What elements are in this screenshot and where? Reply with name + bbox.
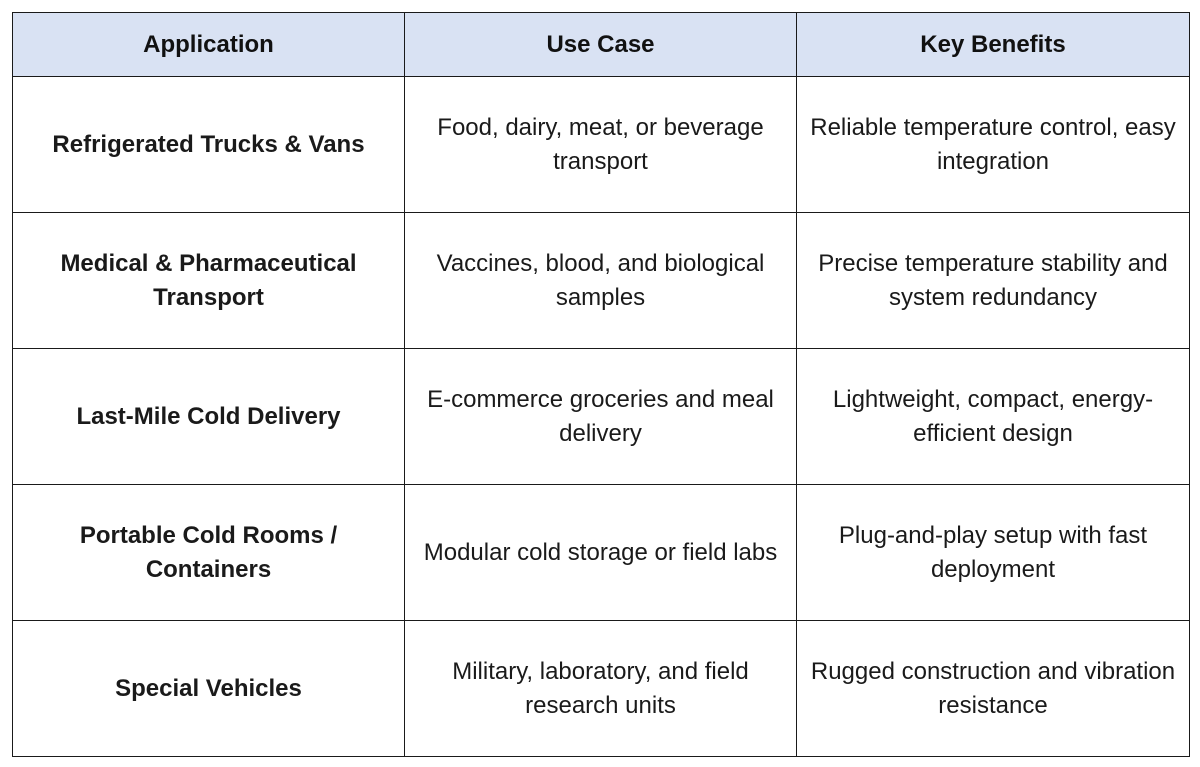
cell-use-case: E-commerce groceries and meal delivery bbox=[405, 349, 797, 485]
cell-application: Portable Cold Rooms / Containers bbox=[13, 485, 405, 621]
cell-key-benefits: Rugged construction and vibration resistance bbox=[797, 621, 1190, 757]
table-row bbox=[13, 349, 1190, 485]
cell-key-benefits: Plug-and-play setup with fast deployment bbox=[797, 485, 1190, 621]
table-row bbox=[13, 77, 1190, 213]
cell-use-case: Vaccines, blood, and biological samples bbox=[405, 213, 797, 349]
cell-use-case: Modular cold storage or field labs bbox=[405, 485, 797, 621]
header-key-benefits: Key Benefits bbox=[797, 13, 1190, 77]
table-row bbox=[13, 621, 1190, 757]
cell-use-case: Food, dairy, meat, or beverage transport bbox=[405, 77, 797, 213]
cell-application: Medical & Pharmaceutical Transport bbox=[13, 213, 405, 349]
cell-application: Last-Mile Cold Delivery bbox=[13, 349, 405, 485]
table-row bbox=[13, 485, 1190, 621]
table-header bbox=[13, 13, 1190, 77]
cell-key-benefits: Reliable temperature control, easy integration bbox=[797, 77, 1190, 213]
cell-key-benefits: Lightweight, compact, energy-efficient design bbox=[797, 349, 1190, 485]
header-row bbox=[13, 13, 1190, 77]
cell-use-case: Military, laboratory, and field research units bbox=[405, 621, 797, 757]
applications-table bbox=[12, 12, 1190, 757]
table-row bbox=[13, 213, 1190, 349]
header-application: Application bbox=[13, 13, 405, 77]
cell-application: Special Vehicles bbox=[13, 621, 405, 757]
cell-key-benefits: Precise temperature stability and system redundancy bbox=[797, 213, 1190, 349]
header-use-case: Use Case bbox=[405, 13, 797, 77]
table-body bbox=[13, 77, 1190, 757]
cell-application: Refrigerated Trucks & Vans bbox=[13, 77, 405, 213]
table-container bbox=[12, 12, 1190, 757]
